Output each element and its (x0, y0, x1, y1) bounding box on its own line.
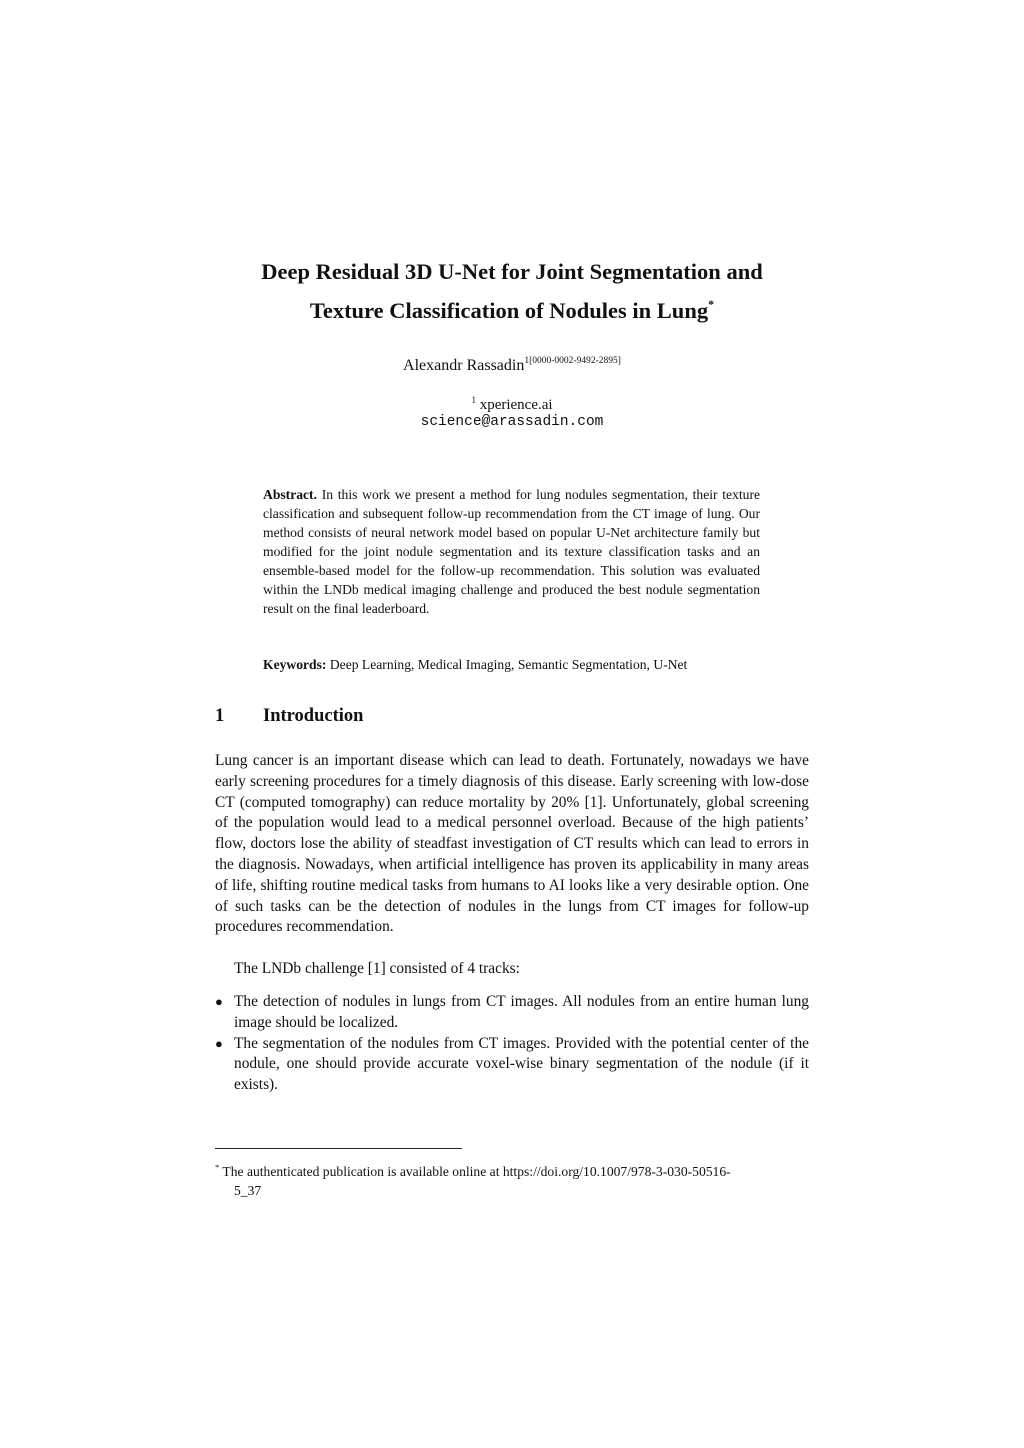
title-line-1: Deep Residual 3D U-Net for Joint Segmentation and (261, 259, 763, 284)
footnote-mark: * (215, 1162, 220, 1172)
tracks-list (215, 992, 809, 1096)
keywords (263, 655, 823, 674)
affiliation-name: xperience.ai (479, 397, 553, 413)
title-line-2: Texture Classification of Nodules in Lung (309, 298, 709, 323)
list-item (215, 992, 809, 1034)
affiliation-number: 1 (471, 395, 476, 405)
footnote (215, 1158, 809, 1200)
abstract (263, 485, 760, 618)
bullet-icon: ● (215, 1035, 223, 1051)
keywords-label: Keywords: (263, 657, 327, 672)
track-text: The segmentation of the nodules from CT images. Provided with the potential center of the nodule, one should provide accurate voxel-wise binary segmentation of the nodule (if it exists). (234, 1034, 809, 1094)
section-heading-introduction (215, 706, 363, 727)
intro-paragraph: Lung cancer is an important disease which can lead to death. Fortunately, nowadays we have early screening procedures for a timely diagnosis of this disease. Early screening with low-dose CT (computed tomography) can reduce mortality by 20% [1]. Unfortunately, global screening of the population would lead to a medical personnel overload. Because of the high patients’ flow, doctors lose the ability of steadfast investigation of CT results which can lead to errors in the diagnosis. Nowadays, when artificial intelligence has proven its applicability in many areas of life, shifting routine medical tasks from humans to AI looks like a very desirable option. One of such tasks can be the detection of nodules in the lungs from CT images for follow-up procedures recommendation. (215, 752, 809, 936)
author-email[interactable]: science@arassadin.com (420, 414, 604, 430)
footnote-text[interactable]: The authenticated publication is available online at https://doi.org/10.1007/978-3-030-50516- (222, 1164, 731, 1179)
footnote-divider (215, 1148, 462, 1149)
bullet-icon: ● (215, 994, 223, 1009)
tracks-intro: The LNDb challenge [1] consisted of 4 tracks: (234, 960, 520, 977)
author-orcid: 1[0000-0002-9492-2895] (524, 356, 621, 366)
author-line (200, 356, 824, 375)
section-number: 1 (215, 706, 225, 726)
footnote-continuation[interactable]: 5_37 (234, 1183, 262, 1198)
paper-title (200, 256, 824, 327)
affiliation (200, 395, 824, 414)
author-name: Alexandr Rassadin (403, 357, 525, 374)
section-title: Introduction (263, 706, 364, 726)
track-text: The detection of nodules in lungs from CT images. All nodules from an entire human lung image should be localized. (234, 993, 809, 1031)
list-item (215, 1034, 809, 1096)
title-footnote-mark[interactable]: * (708, 297, 715, 311)
keywords-text: Deep Learning, Medical Imaging, Semantic Segmentation, U-Net (329, 657, 688, 672)
abstract-text: In this work we present a method for lung nodules segmentation, their texture classification and subsequent follow-up recommendation from the CT image of lung. Our method consists of neural network model based on popular U-Net architecture family but modified for the joint nodule segmentation and its texture classification tasks and an ensemble-based model for the follow-up recommendation. This solution was evaluated within the LNDb medical imaging challenge and produced the best nodule segmentation result on the final leaderboard. (263, 487, 761, 616)
abstract-label: Abstract. (263, 487, 317, 502)
